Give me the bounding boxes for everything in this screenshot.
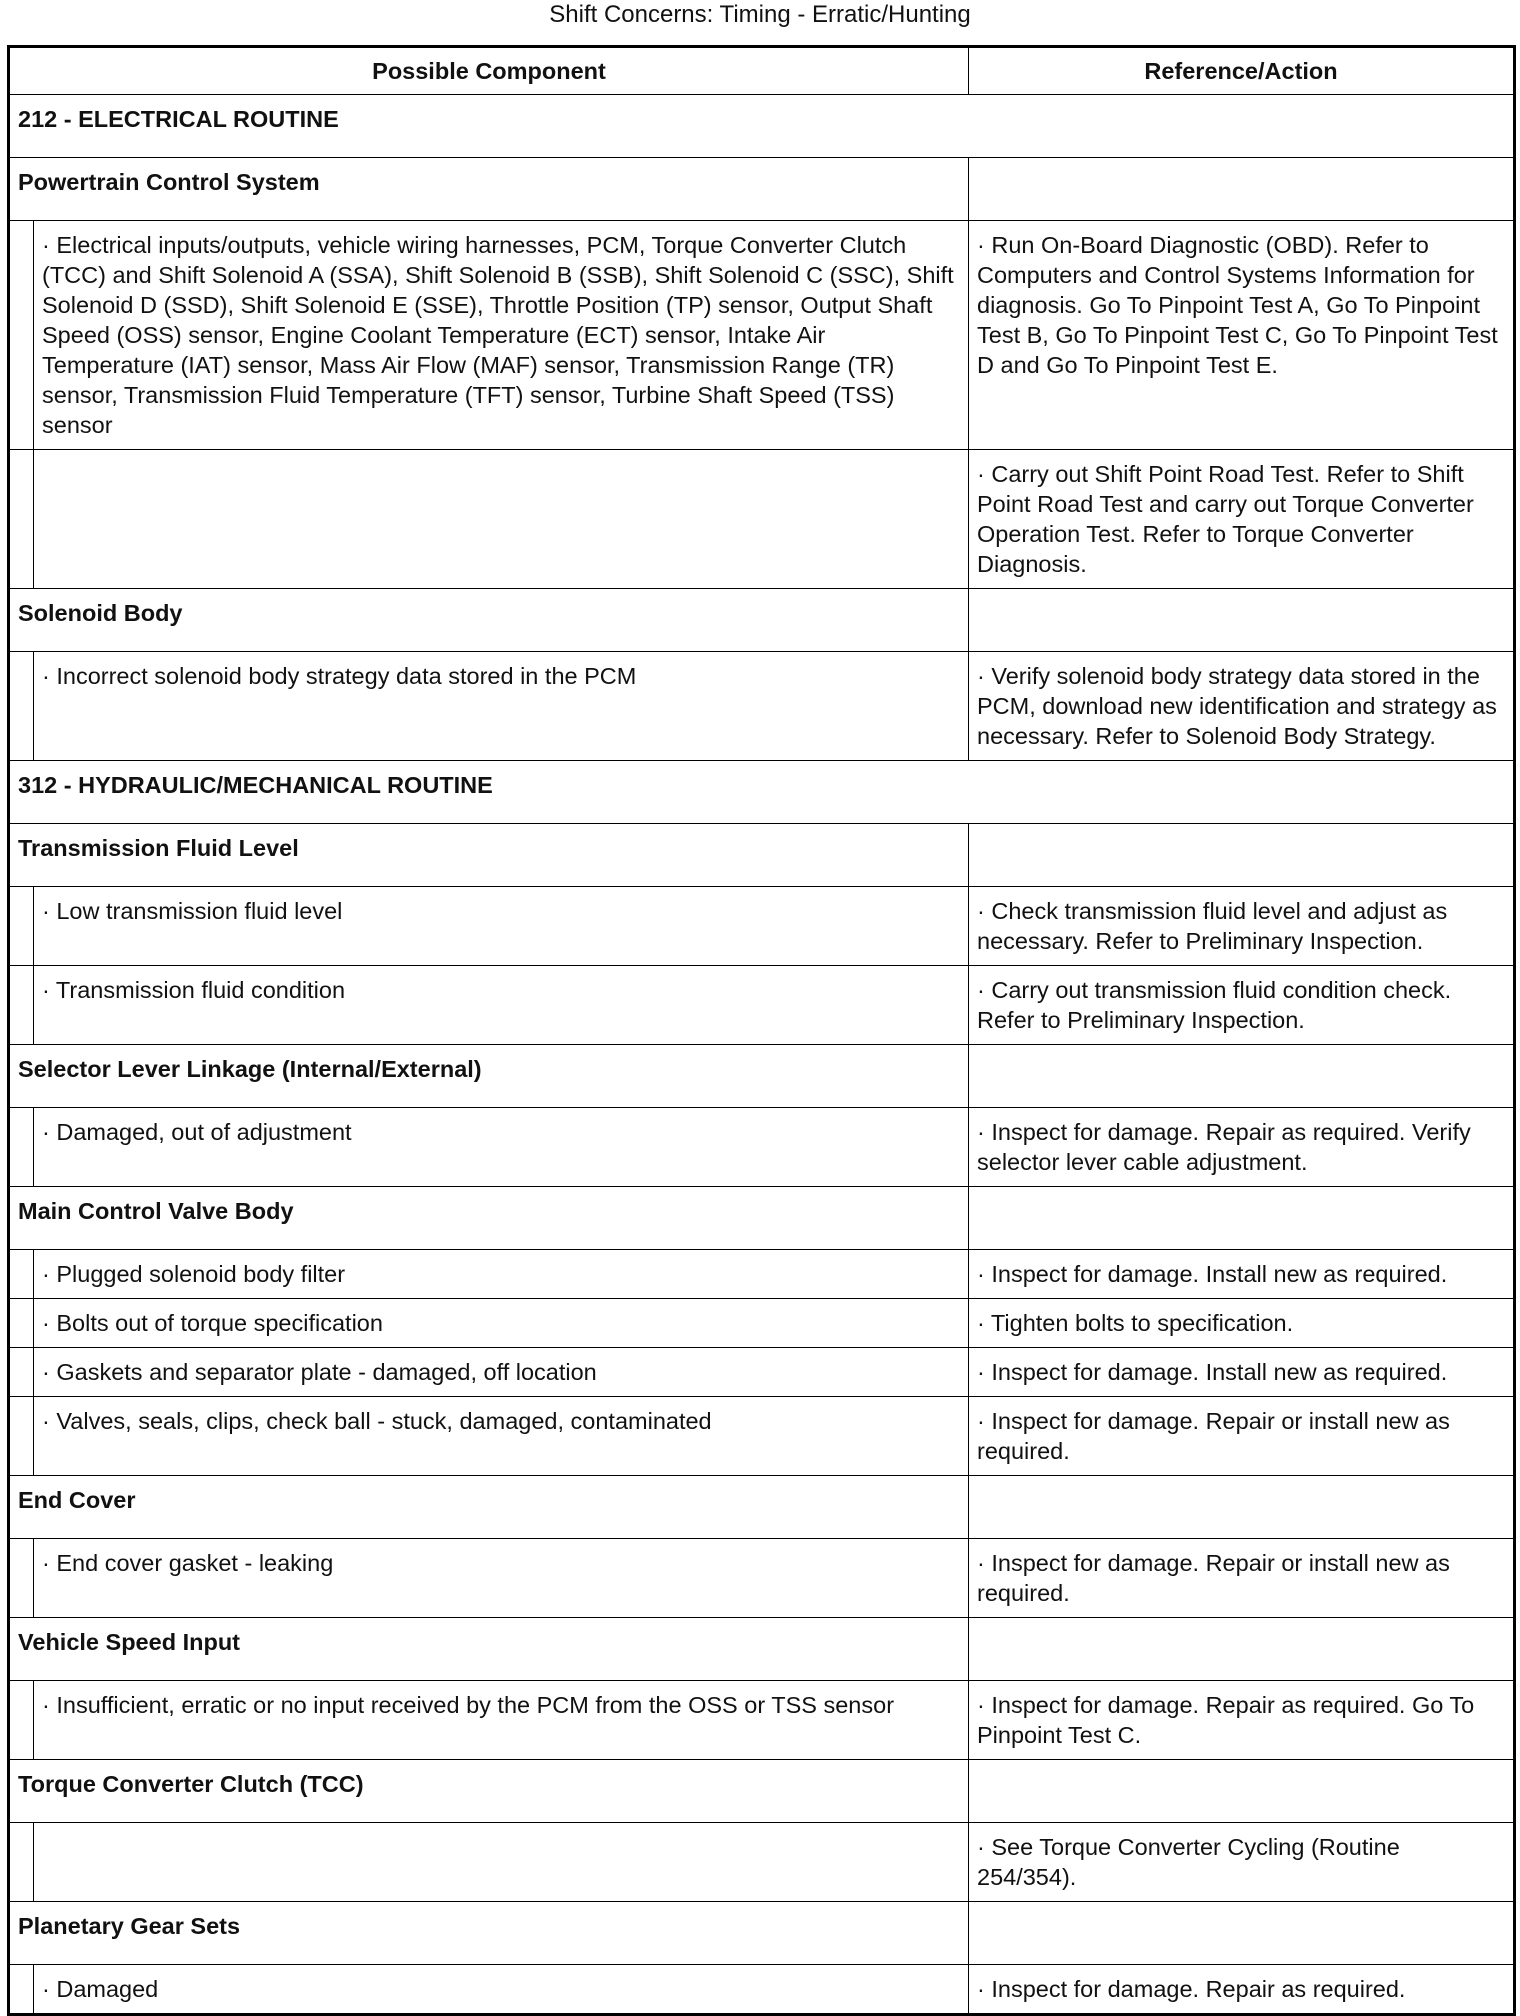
group-action-cell: [969, 158, 1515, 221]
group-title: Powertrain Control System: [9, 158, 969, 221]
group-action-cell: [969, 1045, 1515, 1108]
component-cell: · Plugged solenoid body filter: [34, 1250, 969, 1299]
action-cell: · Verify solenoid body strategy data stored in the PCM, download new identification and strategy as necessary. Refer to Solenoid Body Strategy.: [969, 652, 1515, 761]
item-row: [9, 1348, 1515, 1397]
indent-cell: [9, 1823, 34, 1902]
indent-cell: [9, 221, 34, 450]
action-cell: · Inspect for damage. Repair as required.: [969, 1965, 1515, 2015]
group-title: Planetary Gear Sets: [9, 1902, 969, 1965]
group-title: Vehicle Speed Input: [9, 1618, 969, 1681]
group-row: [9, 589, 1515, 652]
group-title: Torque Converter Clutch (TCC): [9, 1760, 969, 1823]
group-title: End Cover: [9, 1476, 969, 1539]
component-cell: [34, 450, 969, 589]
group-title: Solenoid Body: [9, 589, 969, 652]
group-row: [9, 824, 1515, 887]
group-row: [9, 1045, 1515, 1108]
page-title: Shift Concerns: Timing - Erratic/Hunting: [549, 1, 971, 28]
action-cell: · Inspect for damage. Install new as required.: [969, 1348, 1515, 1397]
item-row: [9, 1299, 1515, 1348]
action-cell: · Inspect for damage. Install new as required.: [969, 1250, 1515, 1299]
group-action-cell: [969, 1618, 1515, 1681]
component-cell: · Electrical inputs/outputs, vehicle wiring harnesses, PCM, Torque Converter Clutch (TCC) and Shift Solenoid A (SSA), Shift Solenoid B (SSB), Shift Solenoid C (SSC), Shift Solenoid D (SSD), Shift Solenoid E (SSE), Throttle Position (TP) sensor, Output Shaft Speed (OSS) sensor, Engine Coolant Temperature (ECT) sensor, Intake Air Temperature (IAT) sensor, Mass Air Flow (MAF) sensor, Transmission Range (TR) sensor, Transmission Fluid Temperature (TFT) sensor, Turbine Shaft Speed (TSS) sensor: [34, 221, 969, 450]
group-action-cell: [969, 824, 1515, 887]
item-row: [9, 887, 1515, 966]
group-row: [9, 1902, 1515, 1965]
section-row: [9, 761, 1515, 824]
column-header-component: Possible Component: [9, 47, 969, 95]
group-action-cell: [969, 1187, 1515, 1250]
action-cell: · Check transmission fluid level and adjust as necessary. Refer to Preliminary Inspection.: [969, 887, 1515, 966]
item-row: [9, 1681, 1515, 1760]
section-row: [9, 95, 1515, 158]
indent-cell: [9, 1539, 34, 1618]
group-row: [9, 1187, 1515, 1250]
indent-cell: [9, 1108, 34, 1187]
action-cell: · Inspect for damage. Repair as required. Verify selector lever cable adjustment.: [969, 1108, 1515, 1187]
column-header-action: Reference/Action: [969, 47, 1515, 95]
section-title: 212 - ELECTRICAL ROUTINE: [9, 95, 1515, 158]
header-row: [9, 47, 1515, 95]
component-cell: [34, 1823, 969, 1902]
indent-cell: [9, 450, 34, 589]
item-row: [9, 1823, 1515, 1902]
component-cell: · Bolts out of torque specification: [34, 1299, 969, 1348]
action-cell: · Inspect for damage. Repair as required. Go To Pinpoint Test C.: [969, 1681, 1515, 1760]
group-action-cell: [969, 1902, 1515, 1965]
component-cell: · Valves, seals, clips, check ball - stuck, damaged, contaminated: [34, 1397, 969, 1476]
item-row: [9, 1965, 1515, 2015]
item-row: [9, 1397, 1515, 1476]
item-row: [9, 450, 1515, 589]
action-cell: · Carry out transmission fluid condition check. Refer to Preliminary Inspection.: [969, 966, 1515, 1045]
item-row: [9, 1539, 1515, 1618]
group-row: [9, 1618, 1515, 1681]
indent-cell: [9, 887, 34, 966]
indent-cell: [9, 1250, 34, 1299]
group-title: Main Control Valve Body: [9, 1187, 969, 1250]
action-cell: · Inspect for damage. Repair or install new as required.: [969, 1397, 1515, 1476]
symptom-chart-table: [7, 45, 1516, 2016]
group-action-cell: [969, 1760, 1515, 1823]
component-cell: · Insufficient, erratic or no input received by the PCM from the OSS or TSS sensor: [34, 1681, 969, 1760]
item-row: [9, 1108, 1515, 1187]
indent-cell: [9, 1348, 34, 1397]
section-title: 312 - HYDRAULIC/MECHANICAL ROUTINE: [9, 761, 1515, 824]
action-cell: · Carry out Shift Point Road Test. Refer to Shift Point Road Test and carry out Torque Converter Operation Test. Refer to Torque Converter Diagnosis.: [969, 450, 1515, 589]
component-cell: · Damaged: [34, 1965, 969, 2015]
group-action-cell: [969, 1476, 1515, 1539]
indent-cell: [9, 1965, 34, 2015]
indent-cell: [9, 1681, 34, 1760]
group-title: Selector Lever Linkage (Internal/External): [9, 1045, 969, 1108]
group-row: [9, 158, 1515, 221]
item-row: [9, 1250, 1515, 1299]
item-row: [9, 221, 1515, 450]
component-cell: · Low transmission fluid level: [34, 887, 969, 966]
group-row: [9, 1476, 1515, 1539]
component-cell: · End cover gasket - leaking: [34, 1539, 969, 1618]
component-cell: · Damaged, out of adjustment: [34, 1108, 969, 1187]
indent-cell: [9, 1299, 34, 1348]
group-row: [9, 1760, 1515, 1823]
action-cell: · Run On-Board Diagnostic (OBD). Refer to Computers and Control Systems Information for diagnosis. Go To Pinpoint Test A, Go To Pinpoint Test B, Go To Pinpoint Test C, Go To Pinpoint Test D and Go To Pinpoint Test E.: [969, 221, 1515, 450]
item-row: [9, 652, 1515, 761]
indent-cell: [9, 652, 34, 761]
indent-cell: [9, 1397, 34, 1476]
action-cell: · See Torque Converter Cycling (Routine 254/354).: [969, 1823, 1515, 1902]
group-action-cell: [969, 589, 1515, 652]
item-row: [9, 966, 1515, 1045]
group-title: Transmission Fluid Level: [9, 824, 969, 887]
component-cell: · Incorrect solenoid body strategy data stored in the PCM: [34, 652, 969, 761]
component-cell: · Gaskets and separator plate - damaged, off location: [34, 1348, 969, 1397]
action-cell: · Tighten bolts to specification.: [969, 1299, 1515, 1348]
indent-cell: [9, 966, 34, 1045]
action-cell: · Inspect for damage. Repair or install new as required.: [969, 1539, 1515, 1618]
component-cell: · Transmission fluid condition: [34, 966, 969, 1045]
